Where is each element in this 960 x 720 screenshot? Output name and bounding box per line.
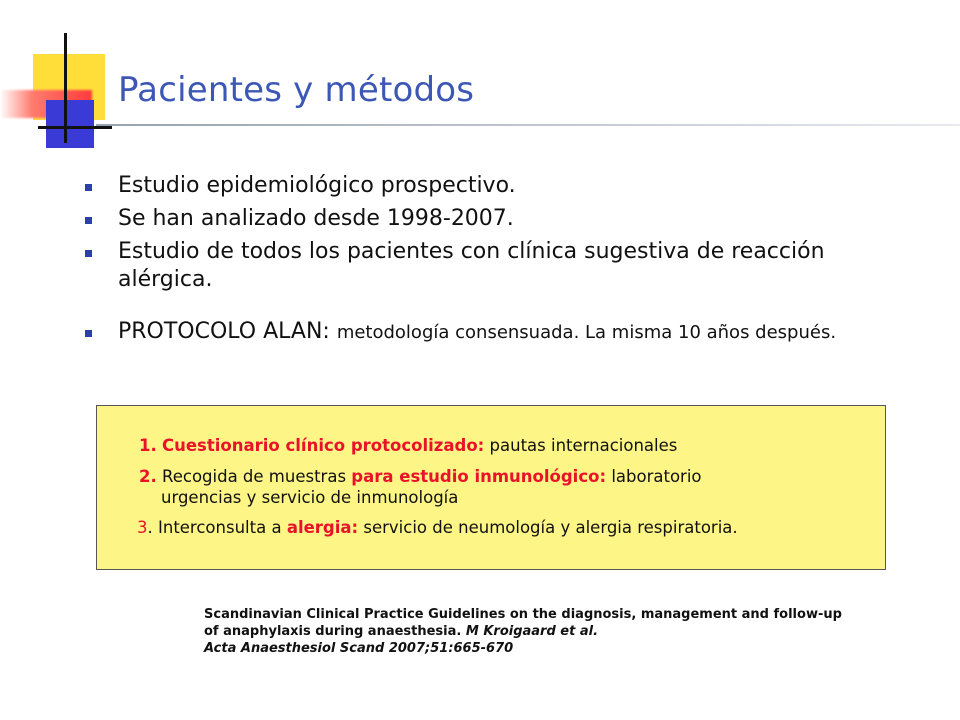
citation-authors: M Kroigaard et al.	[465, 624, 599, 639]
citation-line-2	[204, 623, 924, 640]
step-number: 3	[137, 518, 148, 537]
protocol-step-3	[137, 517, 738, 538]
protocol-step-1	[139, 435, 677, 456]
protocol-label: PROTOCOLO ALAN	[118, 319, 323, 344]
step-text: servicio de neumología y alergia respiratoria.	[363, 518, 738, 537]
protocol-steps-box	[96, 405, 886, 570]
citation-journal-title: of anaphylaxis during anaesthesia.	[204, 624, 462, 639]
bullet-list	[84, 172, 884, 352]
citation-line-1: Scandinavian Clinical Practice Guidelines on the diagnosis, management and follow-up	[204, 607, 842, 622]
bullet-item	[84, 238, 884, 294]
step-heading: para estudio inmunológico:	[351, 467, 607, 486]
decor-blue-square	[46, 100, 94, 148]
citation-line-3	[204, 640, 924, 657]
step-text: pautas internacionales	[489, 436, 678, 455]
step-heading: Cuestionario clínico protocolizado:	[162, 436, 485, 455]
citation	[204, 606, 924, 657]
bullet-text: Estudio de todos los pacientes con clínica sugestiva de reacción alérgica.	[118, 239, 825, 292]
bullet-text: Se han analizado desde 1998-2007.	[118, 206, 514, 231]
protocol-description: metodología consensuada. La misma 10 años después.	[336, 322, 837, 343]
step-text: laboratorio	[611, 467, 702, 486]
protocol-separator: :	[322, 319, 337, 344]
step-continuation: urgencias y servicio de inmunología	[161, 488, 459, 507]
citation-reference: Acta Anaesthesiol Scand 2007;51:665-670	[204, 641, 514, 656]
page-title: Pacientes y métodos	[118, 70, 475, 110]
step-pre: . Interconsulta a	[147, 518, 282, 537]
bullet-item-protocol	[84, 318, 884, 347]
bullet-text: Estudio epidemiológico prospectivo.	[118, 173, 516, 198]
step-number: 1.	[139, 436, 157, 455]
bullet-item	[84, 172, 884, 200]
step-pre: Recogida de muestras	[162, 467, 347, 486]
bullet-item	[84, 205, 884, 233]
protocol-step-2	[139, 466, 859, 508]
decor-horizontal-line	[38, 126, 112, 129]
step-number: 2.	[139, 467, 157, 486]
title-underline	[96, 124, 960, 126]
step-heading: alergia:	[286, 518, 359, 537]
